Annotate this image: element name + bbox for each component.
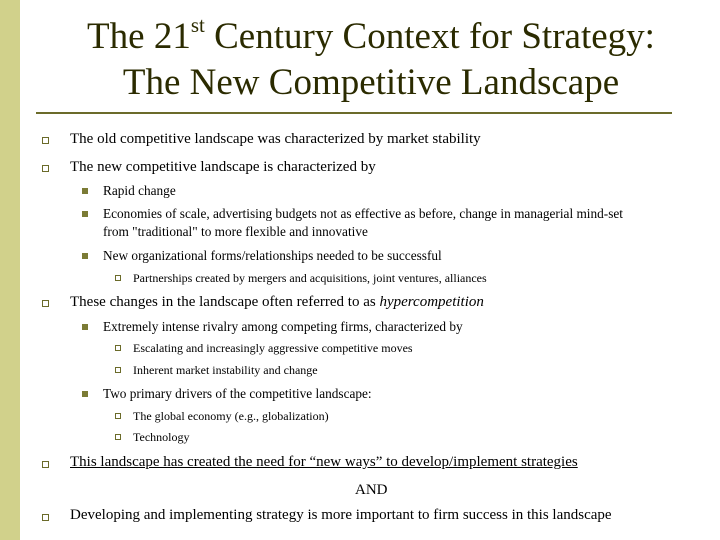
bullet-partnerships: Partnerships created by mergers and acquisitions, joint ventures, alliances: [133, 271, 487, 285]
bullet-escalating-moves: Escalating and increasingly aggressive competitive moves: [133, 341, 413, 355]
and-connector: AND: [355, 482, 388, 498]
bullet-square-icon: [42, 461, 49, 468]
title-line-1: [22, 14, 720, 60]
bullet-square-icon: [42, 300, 49, 307]
bullet-technology: Technology: [133, 430, 190, 444]
bullet-square-icon: [42, 514, 49, 521]
bullet-hypercompetition: [70, 294, 484, 311]
hypercompetition-term: hypercompetition: [379, 294, 484, 310]
title-line-1-start: The 21: [87, 16, 191, 57]
sidebar-accent-bar: [0, 0, 20, 540]
bullet-square-icon: [42, 165, 49, 172]
bullet-square-icon: [115, 275, 121, 281]
bullet-square-icon: [42, 137, 49, 144]
bullet-economies-line-2: from "traditional" to more flexible and innovative: [103, 224, 368, 239]
bullet-strategy-importance: Developing and implementing strategy is more important to firm success in this landscape: [70, 507, 612, 523]
bullet-square-icon: [115, 345, 121, 351]
bullet-filled-square-icon: [82, 188, 88, 194]
bullet-intense-rivalry: Extremely intense rivalry among competing firms, characterized by: [103, 319, 463, 334]
slide-title: [22, 14, 720, 106]
bullet-new-landscape: The new competitive landscape is characterized by: [70, 159, 376, 175]
bullet-square-icon: [115, 413, 121, 419]
hypercompetition-lead-text: These changes in the landscape often referred to as: [70, 294, 380, 310]
title-line-1-end: Century Context for Strategy:: [204, 16, 655, 57]
bullet-primary-drivers: Two primary drivers of the competitive landscape:: [103, 386, 372, 401]
bullet-filled-square-icon: [82, 253, 88, 259]
bullet-filled-square-icon: [82, 211, 88, 217]
title-divider: [36, 112, 672, 114]
bullet-org-forms: New organizational forms/relationships needed to be successful: [103, 248, 442, 263]
bullet-need-new-ways: This landscape has created the need for “new ways” to develop/implement strategies: [70, 454, 578, 470]
bullet-rapid-change: Rapid change: [103, 183, 176, 198]
title-line-2: The New Competitive Landscape: [122, 62, 620, 103]
bullet-square-icon: [115, 367, 121, 373]
bullet-global-economy: The global economy (e.g., globalization): [133, 409, 329, 423]
bullet-square-icon: [115, 434, 121, 440]
bullet-filled-square-icon: [82, 324, 88, 330]
bullet-old-landscape: The old competitive landscape was characterized by market stability: [70, 131, 481, 147]
bullet-economies-line-1: Economies of scale, advertising budgets not as effective as before, change in managerial mind-set: [103, 206, 623, 221]
bullet-market-instability: Inherent market instability and change: [133, 363, 318, 377]
bullet-filled-square-icon: [82, 391, 88, 397]
title-superscript: st: [190, 13, 205, 37]
